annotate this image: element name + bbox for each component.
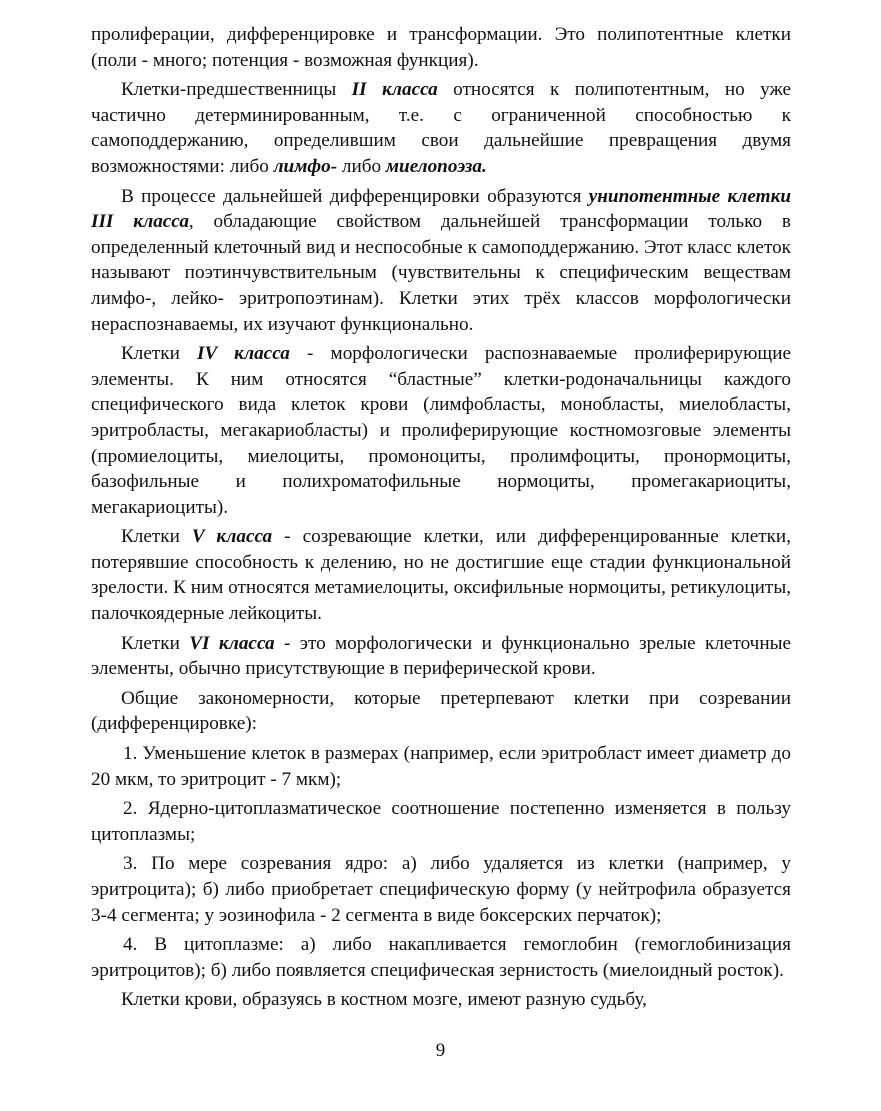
text-run: 1. Уменьшение клеток в размерах (например, если эритробласт имеет диаметр до 20 мкм, то эритроцит - 7 мкм); <box>91 743 791 790</box>
emphasized-term: миелопоэза. <box>385 155 487 177</box>
paragraph <box>91 631 791 682</box>
text-run: пролиферации, дифференцировке и трансформации. Это полипотентные клетки (поли - много; потенция - возможная функция). <box>91 24 791 71</box>
text-run: - морфологически распознаваемые пролиферирующие элементы. К ним относятся “бластные” клетки-родоначальницы каждого специфического вида клеток крови (лимфобласты, монобласты, миелобласты, эритробласты, мегакариобласты) и пролиферирующие костномозговые элементы (промиелоциты, миелоциты, промоноциты, пролимфоциты, пронормоциты, базофильные и полихроматофильные нормоциты, промегакариоциты, мегакариоциты). <box>91 343 791 518</box>
text-run: 4. В цитоплазме: а) либо накапливается гемоглобин (гемоглобинизация эритроцитов); б) либо появляется специфическая зернистость (миелоидный росток). <box>91 934 791 981</box>
text-run: 3. По мере созревания ядро: а) либо удаляется из клетки (например, у эритроцита); б) либо приобретает специфическую форму (у нейтрофила образуется 3-4 сегмента; у эозинофила - 2 сегмента в виде боксерских перчаток); <box>91 853 791 926</box>
text-run: относятся к полипотентным, но уже частично детерминированным, т.е. с ограниченной способностью к самоподдержанию, определившим свои дальнейшие превращения двумя возможностями: либо <box>91 79 791 177</box>
emphasized-term: V класса <box>191 526 273 548</box>
emphasized-term: II класса <box>351 79 438 101</box>
paragraph <box>91 987 791 1013</box>
list-paragraph <box>91 741 791 792</box>
text-run: 2. Ядерно-цитоплазматическое соотношение постепенно изменяется в пользу цитоплазмы; <box>91 798 791 845</box>
list-paragraph <box>91 932 791 983</box>
paragraph <box>91 524 791 626</box>
text-run: - созревающие клетки, или дифференцированные клетки, потерявшие способность к делению, но не достигшие еще стадии функциональной зрелости. К ним относятся метамиелоциты, оксифильные нормоциты, ретикулоциты, палочкоядерные лейкоциты. <box>91 526 792 625</box>
document-body <box>91 22 791 1013</box>
paragraph <box>91 77 791 179</box>
paragraph <box>91 341 791 520</box>
paragraph <box>91 686 791 737</box>
text-run: Клетки-предшественницы <box>121 79 352 101</box>
list-paragraph <box>91 851 791 928</box>
list-paragraph <box>91 796 791 847</box>
page-number: 9 <box>435 1040 446 1061</box>
text-run: , обладающие свойством дальнейшей трансформации только в определенный клеточный вид и неспособные к самоподдержанию. Этот класс клеток называют поэтинчувствительным (чувствительны к специфическим веществам лимфо-, лейко- эритропоэтинам). Клетки этих трёх классов морфологически нераспознаваемы, их изучают функционально. <box>91 211 791 335</box>
emphasized-term: лимфо- <box>273 155 338 177</box>
document-page <box>91 22 791 1013</box>
text-run: В процессе дальнейшей дифференцировки образуются <box>121 185 589 207</box>
emphasized-term: унипотентные клетки III класса <box>91 185 791 233</box>
emphasized-term: IV класса <box>197 343 290 365</box>
emphasized-term: VI класса <box>189 632 275 654</box>
text-run: Клетки <box>121 526 192 548</box>
text-run: - это морфологически и функционально зрелые клеточные элементы, обычно присутствующие в периферической крови. <box>91 632 791 680</box>
text-run: Клетки <box>121 343 198 365</box>
text-run: Общие закономерности, которые претерпевают клетки при созревании (дифференцировке): <box>91 687 791 735</box>
text-run: Клетки <box>121 632 190 654</box>
paragraph <box>91 22 791 73</box>
paragraph <box>91 184 791 338</box>
text-run: либо <box>337 155 386 177</box>
text-run: Клетки крови, образуясь в костном мозге, имеют разную судьбу, <box>121 989 647 1011</box>
